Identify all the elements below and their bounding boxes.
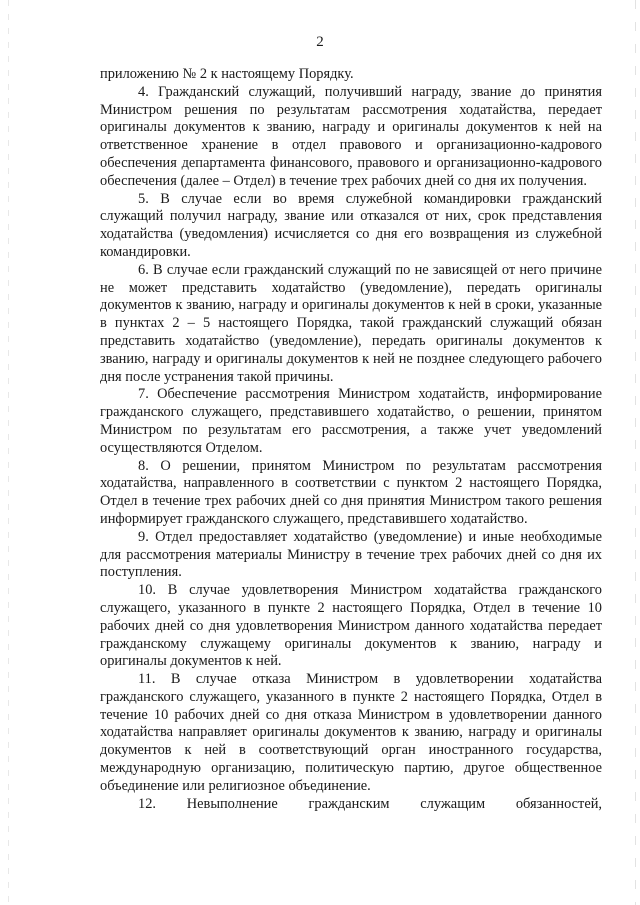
page-number: 2 [316,34,324,50]
scan-edge-left [8,0,9,905]
scan-edge-right [635,0,636,905]
document-body [100,66,602,813]
paragraph-continuation: приложению № 2 к настоящему Порядку. [100,66,354,82]
paragraph-4: 4. Гражданский служащий, получивший награду, звание до принятия Министром решения по результатам рассмотрения ходатайства, передает оригиналы документов к званию, награду и оригиналы документов к ней на ответственное хранение в отдел правового и организационно-кадрового обеспечения департамента финансового, правового и организационно-кадрового обеспечения (далее – Отдел) в течение трех рабочих дней со дня их получения. [100,83,602,189]
paragraph-9: 9. Отдел предоставляет ходатайство (уведомление) и иные необходимые для рассмотрения материалы Министру в течение трех рабочих дней со дня их поступления. [100,528,602,581]
paragraph-12: 12. Невыполнение гражданским служащим обязанностей, [138,795,602,812]
paragraph-11: 11. В случае отказа Министром в удовлетворении ходатайства гражданского служащего, указанного в пункте 2 настоящего Порядка, Отдел в течение 10 рабочих дней со дня отказа Министром в удовлетворении данного ходатайства направляет оригиналы документов к званию, награду и оригиналы документов к ней в соответствующий орган иностранного государства, международную организацию, политическую партию, другое общественное объединение или религиозное объединение. [100,671,602,794]
paragraph-10: 10. В случае удовлетворения Министром ходатайства гражданского служащего, указанного в пункте 2 настоящего Порядка, Отдел в течение 10 рабочих дней со дня удовлетворения Министром данного ходатайства передает гражданскому служащему оригиналы документов к званию, награду и оригиналы документов к ней. [100,582,602,670]
paragraph-7: 7. Обеспечение рассмотрения Министром ходатайств, информирование гражданского служащего, представившего ходатайство, о решении, принятом Министром по результатам его рассмотрения, а также учет уведомлений осуществляются Отделом. [100,386,602,456]
paragraph-6: 6. В случае если гражданский служащий по не зависящей от него причине не может представить ходатайство (уведомление), передать оригиналы документов к званию, награду и оригиналы документов к ней в сроки, указанные в пунктах 2 – 5 настоящего Порядка, такой гражданский служащий обязан представить ходатайство (уведомление), передать оригиналы документов к званию, награду и оригиналы документов к ней не позднее следующего рабочего дня после устранения такой причины. [100,261,602,385]
paragraph-8: 8. О решении, принятом Министром по результатам рассмотрения ходатайства, направленного в соответствии с пунктом 2 настоящего Порядка, Отдел в течение трех рабочих дней со дня принятия Министром такого решения информирует гражданского служащего, представившего ходатайство. [100,457,602,527]
paragraph-5: 5. В случае если во время служебной командировки гражданский служащий получил награду, звание или отказался от них, срок представления ходатайства (уведомления) исчисляется со дня его возвращения из служебной командировки. [100,190,602,260]
